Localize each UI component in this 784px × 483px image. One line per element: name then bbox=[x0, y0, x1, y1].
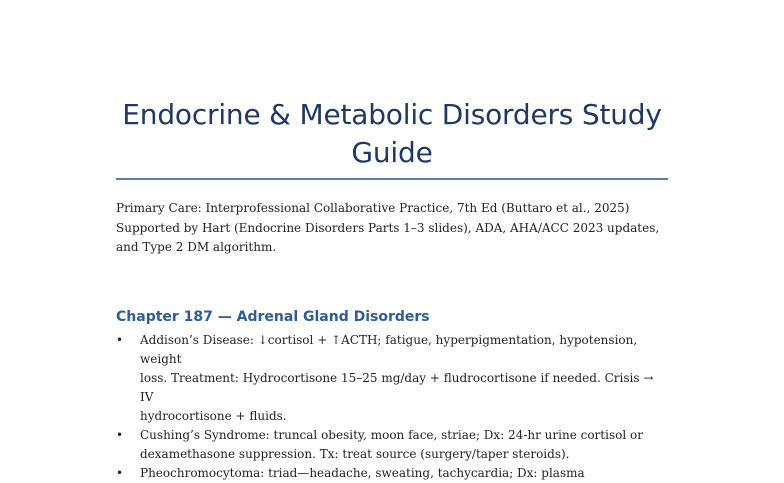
document-title: Endocrine & Metabolic Disorders Study Guide bbox=[122, 98, 662, 169]
bullet-icon: • bbox=[116, 466, 124, 480]
subtitle-line: Supported by Hart (Endocrine Disorders Parts 1–3 slides), ADA, AHA/ACC 2023 updates, bbox=[116, 220, 660, 235]
document-subtitle bbox=[116, 199, 668, 258]
bullet-text-line: hydrocortisone + fluids. bbox=[140, 409, 287, 423]
list-item-addisons bbox=[116, 331, 668, 426]
subtitle-line: and Type 2 DM algorithm. bbox=[116, 240, 277, 254]
bullet-list bbox=[116, 331, 668, 483]
bullet-text-line: dexamethasone suppression. Tx: treat source (surgery/taper steroids). bbox=[140, 447, 570, 461]
chapter-heading: Chapter 187 — Adrenal Gland Disorders bbox=[116, 309, 430, 325]
title-divider bbox=[116, 178, 668, 180]
bullet-text-line: Addison’s Disease: ↓cortisol + ↑ACTH; fatigue, hyperpigmentation, hypotension, weight bbox=[140, 333, 638, 366]
bullet-icon: • bbox=[116, 333, 124, 347]
bullet-icon: • bbox=[116, 428, 124, 442]
list-item-pheochromocytoma bbox=[116, 464, 668, 483]
bullet-text-line: Cushing’s Syndrome: truncal obesity, moon face, striae; Dx: 24-hr urine cortisol or bbox=[140, 428, 643, 442]
list-item-cushings bbox=[116, 426, 668, 464]
bullet-text-line: loss. Treatment: Hydrocortisone 15–25 mg/day + fludrocortisone if needed. Crisis → IV bbox=[140, 371, 654, 404]
subtitle-line: Primary Care: Interprofessional Collaborative Practice, 7th Ed (Buttaro et al., 2025) bbox=[116, 201, 630, 215]
bullet-text-line: Pheochromocytoma: triad—headache, sweating, tachycardia; Dx: plasma bbox=[140, 466, 585, 480]
